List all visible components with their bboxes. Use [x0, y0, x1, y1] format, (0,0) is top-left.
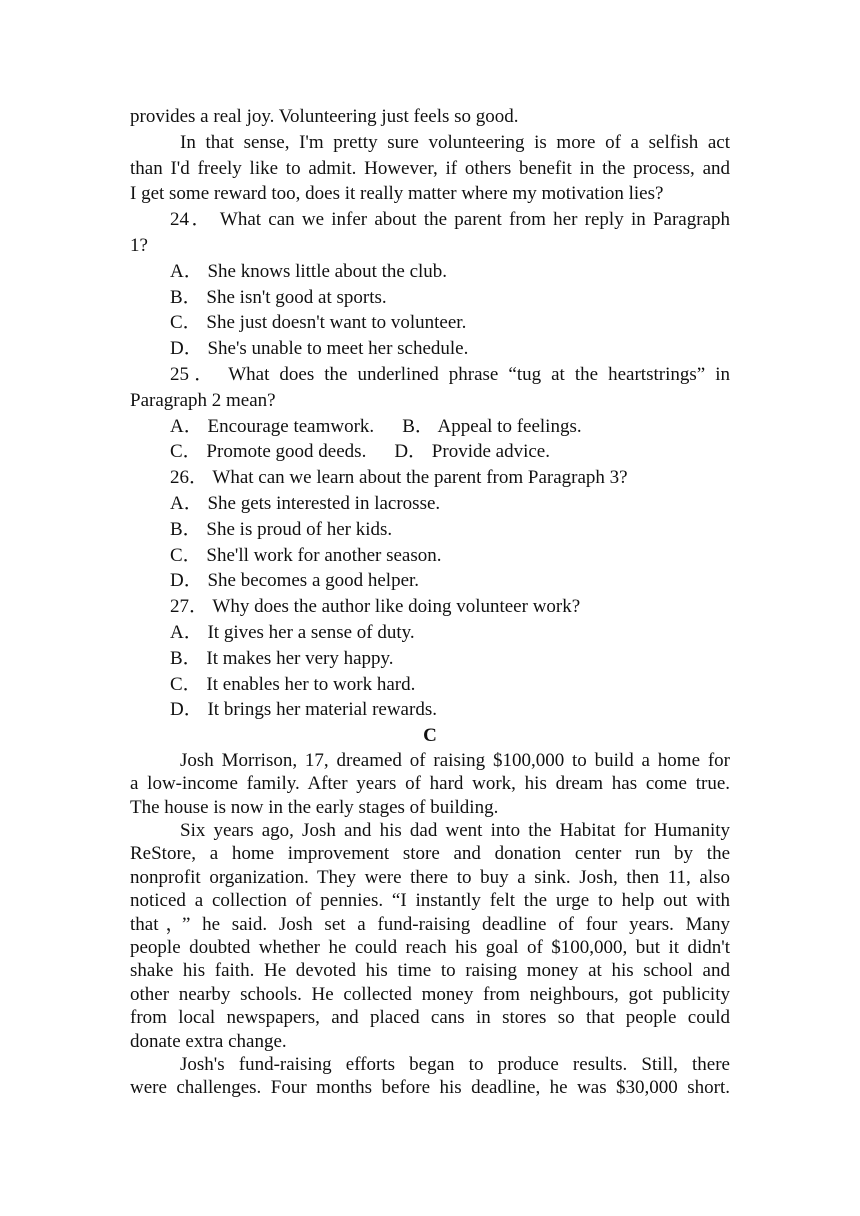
option-d: D． She's unable to meet her schedule.: [170, 338, 469, 360]
text-line: Josh Morrison, 17, dreamed of raising $100,000 to build a home for: [180, 749, 730, 771]
option-b: B． She isn't good at sports.: [170, 286, 387, 308]
text-line: noticed a collection of pennies. “I instantly felt the urge to help out with: [130, 890, 730, 912]
option-row: [130, 414, 730, 440]
question-27: 27． Why does the author like doing volunteer work?: [170, 596, 581, 618]
text-line: I get some reward too, does it really matter where my motivation lies?: [130, 183, 664, 205]
text-line: provides a real joy. Volunteering just feels so good.: [130, 106, 519, 127]
option-b: B． It makes her very happy.: [170, 647, 394, 669]
text-line: In that sense, I'm pretty sure volunteering is more of a selfish act: [180, 131, 730, 153]
text-line: a low-income family. After years of hard work, his dream has come true.: [130, 773, 730, 795]
option-b: B． She is proud of her kids.: [170, 518, 393, 540]
question-24: 24． What can we infer about the parent from her reply in Paragraph: [170, 209, 730, 231]
option-d: D． Provide advice.: [394, 441, 550, 463]
question-24-cont: 1?: [130, 234, 148, 256]
text-line: from local newspapers, and placed cans in stores so that people could: [130, 1007, 730, 1029]
option-d: D． It brings her material rewards.: [170, 699, 437, 721]
text-line: nonprofit organization. They were there to buy a sink. Josh, then 11, also: [130, 866, 730, 888]
option-a: A． It gives her a sense of duty.: [170, 621, 415, 643]
option-b: B． Appeal to feelings.: [402, 415, 582, 437]
text-line: donate extra change.: [130, 1030, 287, 1052]
option-c: C． She just doesn't want to volunteer.: [170, 312, 467, 334]
document-page: [130, 104, 730, 1100]
text-line: than I'd freely like to admit. However, if others benefit in the process, and: [130, 157, 730, 179]
option-d: D． She becomes a good helper.: [170, 570, 420, 592]
text-line: shake his faith. He devoted his time to raising money at his school and: [130, 960, 730, 982]
text-line: Six years ago, Josh and his dad went into the Habitat for Humanity: [180, 820, 730, 842]
option-a: A． She knows little about the club.: [170, 260, 448, 282]
question-25: 25． What does the underlined phrase “tug at the heartstrings” in: [170, 363, 730, 385]
text-line: Josh's fund-raising efforts began to produce results. Still, there: [180, 1054, 730, 1075]
text-line: ReStore, a home improvement store and donation center run by the: [130, 843, 730, 865]
section-heading: C: [423, 725, 437, 747]
option-a: A． Encourage teamwork.: [170, 415, 375, 437]
text-line: The house is now in the early stages of building.: [130, 796, 499, 818]
text-line: people doubted whether he could reach his goal of $100,000, but it didn't: [130, 937, 730, 959]
text-line: other nearby schools. He collected money from neighbours, got publicity: [130, 983, 730, 1005]
text-line: that，” he said. Josh set a fund-raising deadline of four years. Many: [130, 913, 730, 935]
option-c: C． Promote good deeds.: [170, 441, 367, 463]
option-a: A． She gets interested in lacrosse.: [170, 492, 441, 514]
question-25-cont: Paragraph 2 mean?: [130, 389, 276, 411]
text-line: were challenges. Four months before his deadline, he was $30,000 short.: [130, 1077, 730, 1099]
option-row: [130, 439, 730, 465]
option-c: C． She'll work for another season.: [170, 544, 442, 566]
question-26: 26． What can we learn about the parent from Paragraph 3?: [170, 467, 628, 489]
option-c: C． It enables her to work hard.: [170, 673, 416, 695]
